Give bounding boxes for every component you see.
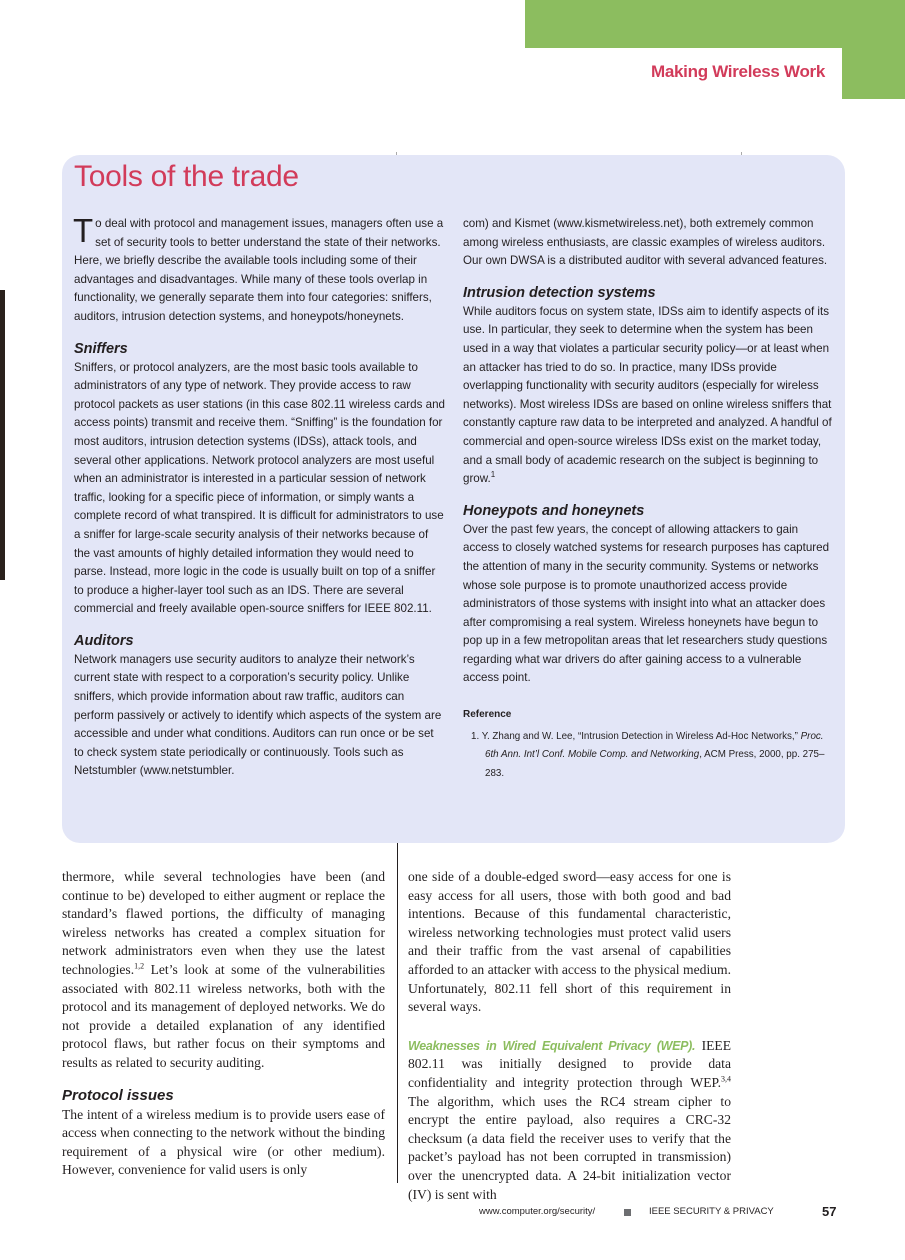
reference-item [463,728,835,784]
auditors-cont: com) and Kismet (www.kismetwireless.net), both extremely common among wireless enthusiasts, are classic examples of wireless auditors. Our own DWSA is a distributed auditor with several advanced features. [463,217,828,268]
footer-square-icon [624,1209,631,1216]
body-paragraph-right: one side of a double-edged sword—easy access for one is easy access for all users, those with both good and bad intentions. Because of this fundamental characteristic, wireless networking technologies must protect valid users and their traffic from the vast arsenal of capabilities afforded to an attacker with access to the physical medium. Unfortunately, 802.11 fell short of this requirement in several ways. [408,869,731,1015]
column-divider [397,843,398,1183]
body-p1-sup: 1,2 [134,961,145,971]
section-label: Making Wireless Work [651,62,825,81]
protocol-heading: Protocol issues [62,1086,174,1104]
wep-paragraph [408,1037,731,1204]
wep-text: IEEE 802.11 was initially designed to provide data confidentiality and integrity protection through WEP. [408,1037,732,1090]
body-p1-text: thermore, while several technologies have been (and continue to be) developed to either augment or replace the standard’s flawed portions, the difficulty of managing wireless networks has created a complex situation for network administrators even when they use the latest technologies. [62,869,385,977]
dropcap: T [73,212,94,249]
body-column-right [408,868,731,1204]
body-paragraph-1 [62,868,385,1073]
footer-publication: IEEE SECURITY & PRIVACY [649,1206,774,1217]
sidebar-column-left [73,212,446,781]
sidebar-intro [73,212,446,327]
auditors-text: Network managers use security auditors to analyze their network’s current state with respect to a corporation’s security policy. Unlike sniffers, which provide information about raw traffic, auditors can perform passively or actively to identify which aspects of the system are accessible and under what conditions. Auditors can run once or be set to check system state periodically or continuously. Tools such as Netstumbler (www.netstumbler. [74,652,442,778]
protocol-text: The intent of a wireless medium is to provide users ease of access when connecting to the network without the binding requirement of a physical wire (or other medium). However, convenience for valid users is only [62,1106,385,1178]
auditors-heading: Auditors [74,632,134,649]
sniffers-heading: Sniffers [74,340,128,357]
sidebar-column-right [463,215,835,783]
ids-text [463,303,835,489]
ids-body: While auditors focus on system state, IDSs aim to identify aspects of its use. In particular, they seek to determine when the system has been used in a way that violates a particular security policy—or at least when an attacker has tried to do so. In practice, many IDSs provide overlapping functionality with security auditors (especially for wireless networks). Most wireless IDSs are based on online wireless sniffers that constantly capture raw data to be interpreted and analyzed. A handful of commercial and open-source wireless IDSs exist on the market today, and a small body of academic research on the subject is beginning to grow. [463,304,832,486]
wep-tail: The algorithm, which uses the RC4 stream cipher to encrypt the entire payload, also requires a CRC-32 checksum (a data field the receiver uses to verify that the packet’s payload has not been corrupted in transmission) over the unencrypted data. A 24-bit initialization vector (IV) is sent with [408,1093,731,1202]
header-tab-edge [842,48,905,99]
reference-heading: Reference [463,709,512,721]
intro-text: o deal with protocol and management issues, managers often use a set of security tools to better understand the state of their networks. Here, we briefly describe the available tools including some of their advantages and disadvantages. While many of these tools overlap in functionality, we generally separate them into four categories: sniffers, auditors, intrusion detection systems, and honeypots/honeynets. [74,217,444,323]
page-number: 57 [822,1204,837,1219]
body-column-left [62,868,385,1180]
honeypots-text: Over the past few years, the concept of allowing attackers to gain access to closely watched systems for research purposes has captured the attention of many in the security community. Systems or networks whose sole purpose is to promote unauthorized access provide administrators of those systems with insight into what an attacker does after compromising a real system. Wireless honeynets have begun to pop up in a few metropolitan areas that let researchers study questions regarding what war drivers do after gaining access to a vulnerable access point. [463,522,830,685]
sniffers-text: Sniffers, or protocol analyzers, are the most basic tools available to administrators of any type of network. They provide access to raw protocol packets as user stations (in this case 802.11 wireless cards and access points) transmit and receive them. “Sniffing” is the foundation for most auditors, intrusion detection systems (IDSs), attack tools, and several other applications. Network protocol analyzers are most useful when an administrator is interested in a particular session of network traffic, looking for a specific piece of information, or simply wants a complete record of what transpired. It is difficult for administrators to use a sniffer for large-scale security analysis of their networks because of the vast amounts of highly detailed information they would need to parse. Instead, more logic in the code is usually built on top of a sniffer to produce a higher-layer tool such as an IDS. There are several commercial and freely available open-source sniffers for IEEE 802.11. [74,360,445,616]
reference-num: 1. [471,730,480,742]
footer-url: www.computer.org/security/ [479,1206,596,1217]
reference-tail: , ACM Press, 2000, pp. 275–283. [485,749,825,779]
reference-authors: Y. Zhang and W. Lee, “Intrusion Detection in Wireless Ad-Hoc Networks,” [481,730,798,742]
header-tab-bar [525,0,905,48]
body-p1-tail: Let’s look at some of the vulnerabilities associated with 802.11 wireless networks, both with the protocol and its management of deployed networks. We do not provide a detailed explanation of any identified protocol flaws, but rather focus on their symptoms and results as related to security auditing. [62,961,385,1070]
honeypots-heading: Honeypots and honeynets [463,502,645,519]
photo-edge-strip [0,290,5,580]
ids-heading: Intrusion detection systems [463,284,656,301]
reference-venue: Proc. 6th Ann. Int’l Conf. Mobile Comp. and Networking [485,730,824,761]
ids-sup: 1 [490,470,496,480]
wep-sup: 3,4 [721,1074,731,1084]
wep-heading: Weaknesses in Wired Equivalent Privacy (WEP). [408,1038,696,1053]
sidebar-title: Tools of the trade [74,160,299,193]
